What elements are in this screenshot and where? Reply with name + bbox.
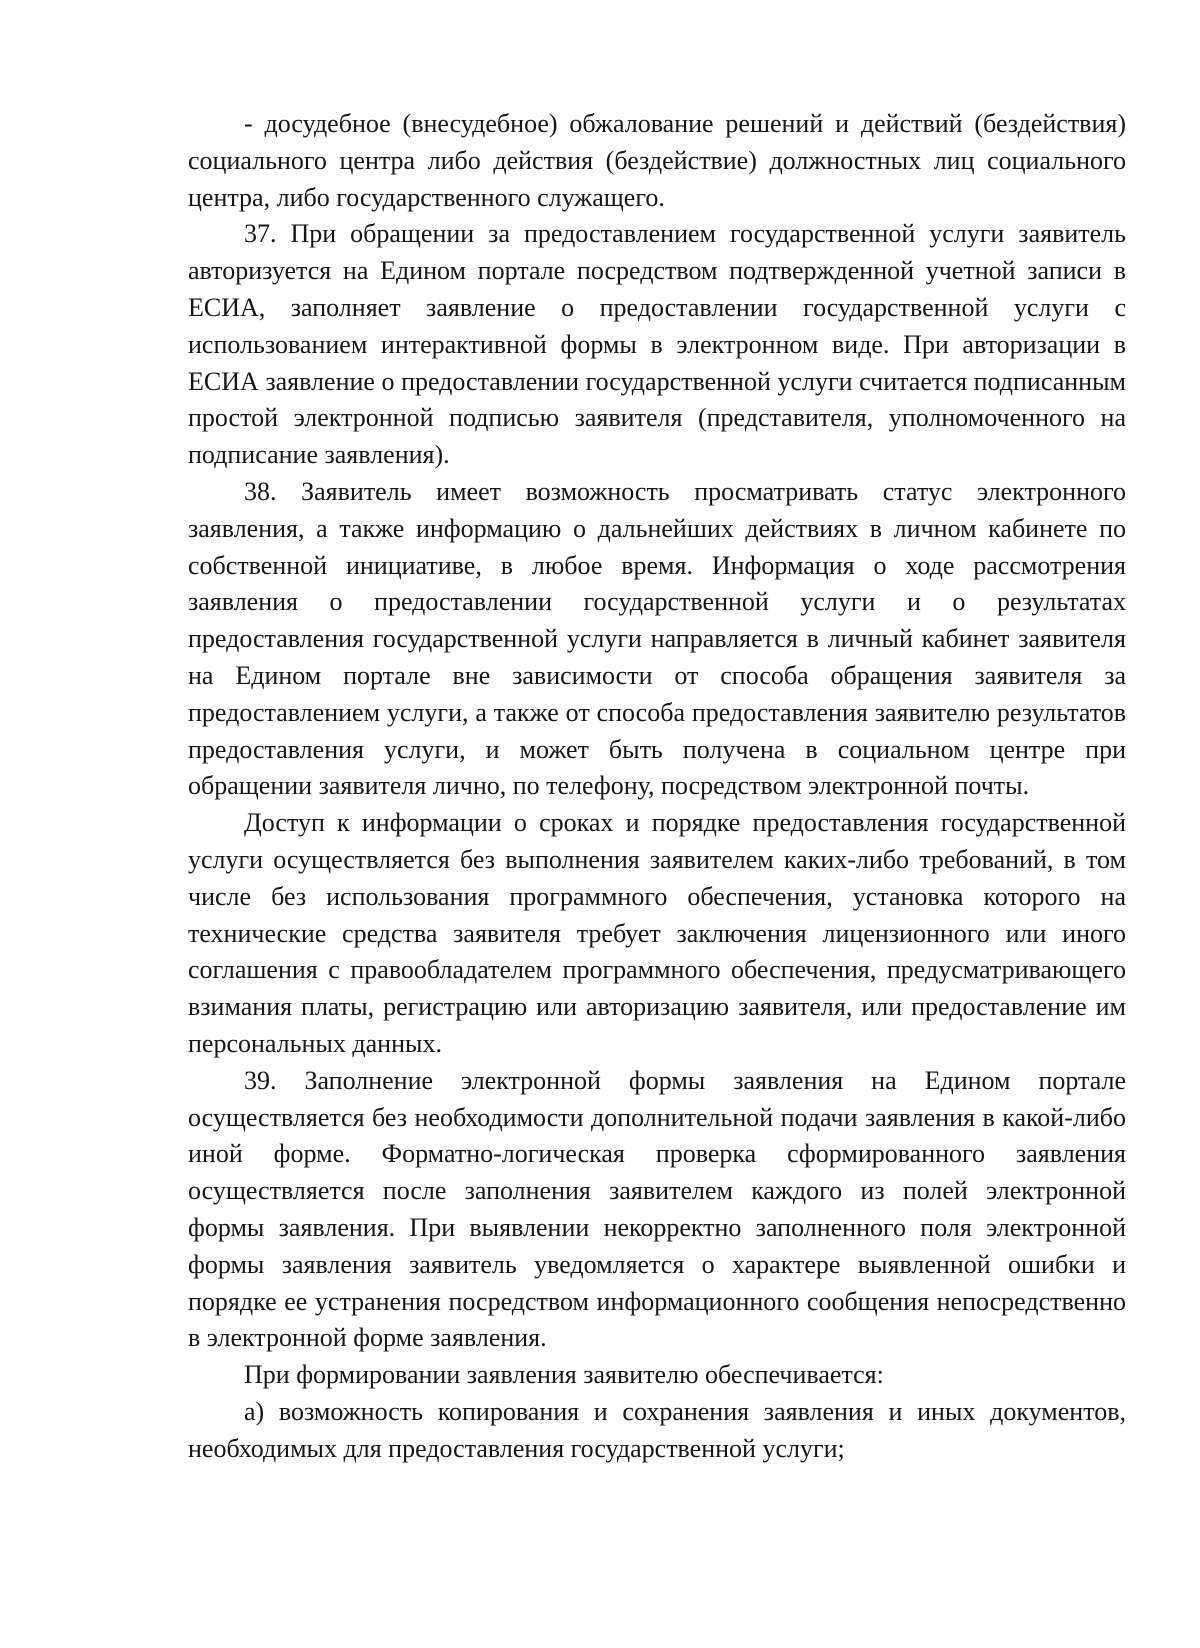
paragraph-38: 38. Заявитель имеет возможность просматривать статус электронного заявления, а также информацию о дальнейших действиях в личном кабинете по собственной инициативе, в любое время. Информация о ходе рассмотрения заявления о предоставлении государственной услуги и о результатах предоставления государственной услуги направляется в личный кабинет заявителя на Едином портале вне зависимости от способа обращения заявителя за предоставлением услуги, а также от способа предоставления заявителю результатов предоставления услуги, и может быть получена в социальном центре при обращении заявителя лично, по телефону, посредством электронной почты. [188,476,1126,801]
paragraph-access-info: Доступ к информации о сроках и порядке предоставления государственной услуги осуществляется без выполнения заявителем каких-либо требований, в том числе без использования программного обеспечения, установка которого на технические средства заявителя требует заключения лицензионного или иного соглашения с правообладателем программного обеспечения, предусматривающего взимания платы, регистрацию или авторизацию заявителя, или предоставление им персональных данных. [188,808,1126,1058]
paragraph-39: 39. Заполнение электронной формы заявления на Едином портале осуществляется без необходимости дополнительной подачи заявления в какой-либо иной форме. Форматно-логическая проверка сформированного заявления осуществляется после заполнения заявителем каждого из полей электронной формы заявления. При выявлении некорректно заполненного поля электронной формы заявления заявитель уведомляется о характере выявленной ошибки и порядке ее устранения посредством информационного сообщения непосредственно в электронной форме заявления. [188,1065,1126,1353]
paragraph-item-a: а) возможность копирования и сохранения заявления и иных документов, необходимых для предоставления государственной услуги; [188,1396,1126,1463]
paragraph-form-provision: При формировании заявления заявителю обеспечивается: [244,1360,884,1390]
document-body [188,106,1126,1467]
paragraph-appeal-item: - досудебное (внесудебное) обжалование решений и действий (бездействия) социального центра либо действия (бездействие) должностных лиц социального центра, либо государственного служащего. [188,109,1126,212]
paragraph-37: 37. При обращении за предоставлением государственной услуги заявитель авторизуется на Едином портале посредством подтвержденной учетной записи в ЕСИА, заполняет заявление о предоставлении государственной услуги с использованием интерактивной формы в электронном виде. При авторизации в ЕСИА заявление о предоставлении государственной услуги считается подписанным простой электронной подписью заявителя (представителя, уполномоченного на подписание заявления). [188,219,1126,470]
